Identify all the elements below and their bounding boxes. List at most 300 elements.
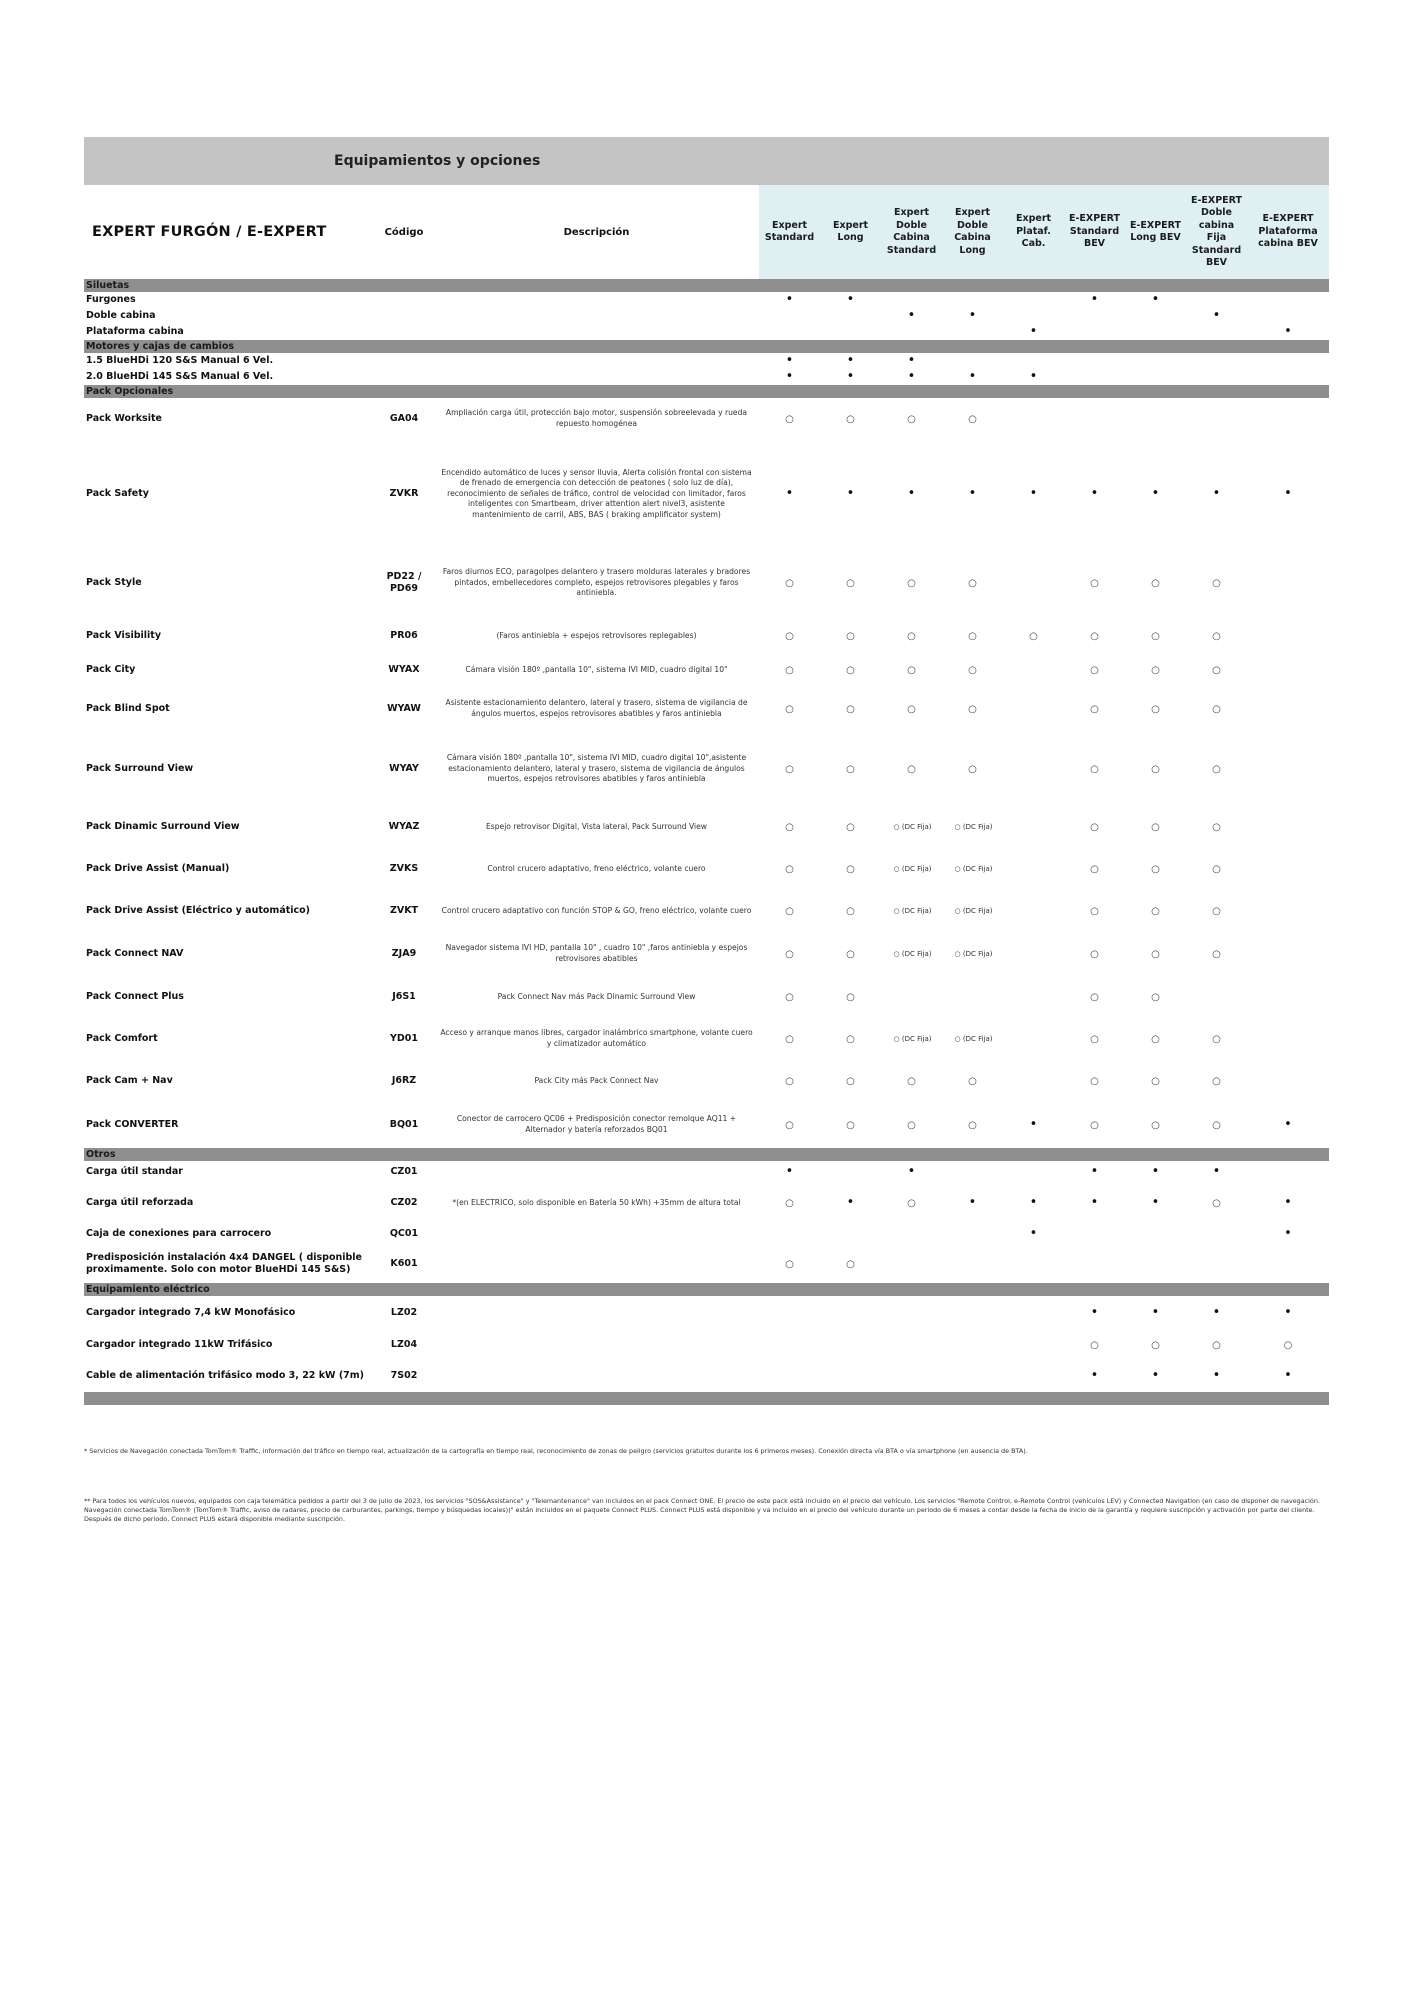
- availability-cell: [942, 1102, 1003, 1148]
- row-code: WYAW: [387, 703, 421, 714]
- availability-cell: [1247, 353, 1329, 369]
- optional-circle-icon: ○: [846, 1258, 855, 1270]
- availability-cell: [1064, 618, 1125, 654]
- optional-circle-icon: ○: [1090, 664, 1099, 676]
- section-title: Equipamiento eléctrico: [84, 1283, 1329, 1296]
- availability-cell: [881, 618, 942, 654]
- row-name: Pack Style: [86, 577, 142, 588]
- standard-dot-icon: •: [1212, 1367, 1221, 1383]
- optional-circle-icon: ○: [1212, 577, 1221, 589]
- row-description: (Faros antiniebla + espejos retrovisores replegables): [496, 630, 697, 640]
- row-name: Pack Worksite: [86, 413, 162, 424]
- availability-cell: [1125, 732, 1186, 806]
- table-row: [84, 806, 1329, 848]
- availability-cell: [759, 1330, 820, 1360]
- availability-cell: [1125, 440, 1186, 548]
- optional-circle-icon: ○: [1283, 1339, 1293, 1351]
- optional-circle-icon: ○: [846, 763, 855, 775]
- availability-cell: [820, 1060, 881, 1102]
- availability-cell: [759, 976, 820, 1018]
- section-title: Siluetas: [84, 279, 1329, 292]
- availability-cell: [1064, 932, 1125, 976]
- section-title: Otros: [84, 1148, 1329, 1161]
- availability-cell: [881, 1161, 942, 1183]
- standard-dot-icon: •: [1090, 1304, 1099, 1320]
- availability-cell: [1186, 976, 1247, 1018]
- availability-cell: [881, 353, 942, 369]
- optional-circle-icon: ○: [1212, 703, 1221, 715]
- availability-cell: [759, 1360, 820, 1392]
- availability-cell: [1003, 686, 1064, 732]
- availability-cell: [942, 548, 1003, 618]
- row-code: 7S02: [390, 1370, 418, 1381]
- availability-cell: [820, 1018, 881, 1060]
- description-header: Descripción: [563, 226, 630, 238]
- availability-cell: [942, 932, 1003, 976]
- variant-label: E-EXPERT Long BEV: [1129, 219, 1182, 243]
- row-code: PD22 / PD69: [386, 571, 422, 594]
- standard-dot-icon: •: [1151, 291, 1160, 307]
- title-bar: [84, 137, 1329, 185]
- availability-cell: [1186, 618, 1247, 654]
- availability-cell: [820, 848, 881, 890]
- availability-cell: [1125, 848, 1186, 890]
- availability-cell: [1064, 1360, 1125, 1392]
- optional-circle-icon: ○: [846, 577, 855, 589]
- row-name: Cargador integrado 7,4 kW Monofásico: [86, 1307, 296, 1318]
- availability-cell: [1247, 1245, 1329, 1283]
- section-header: [84, 279, 1329, 292]
- availability-cell: [820, 806, 881, 848]
- standard-dot-icon: •: [907, 307, 916, 323]
- availability-cell: [820, 1102, 881, 1148]
- row-code: ZVKT: [389, 905, 419, 916]
- row-description: [434, 1360, 759, 1392]
- availability-cell: [881, 1018, 942, 1060]
- optional-circle-icon: ○: [1151, 1119, 1160, 1131]
- availability-cell: [1125, 654, 1186, 686]
- table-row: [84, 686, 1329, 732]
- availability-cell: [820, 890, 881, 932]
- standard-dot-icon: •: [968, 368, 977, 384]
- availability-cell: [1125, 369, 1186, 385]
- availability-cell: [942, 1360, 1003, 1392]
- availability-cell: [1125, 1161, 1186, 1183]
- row-code: WYAY: [389, 763, 419, 774]
- availability-cell: [820, 932, 881, 976]
- availability-cell: [1064, 1102, 1125, 1148]
- availability-cell: [1003, 848, 1064, 890]
- optional-circle-icon: ○: [846, 1033, 855, 1045]
- row-name: Caja de conexiones para carrocero: [86, 1228, 272, 1239]
- availability-cell: [1247, 848, 1329, 890]
- optional-circle-icon: ○: [1090, 577, 1099, 589]
- availability-cell: [942, 1296, 1003, 1330]
- standard-dot-icon: •: [1151, 1194, 1160, 1210]
- availability-cell: [1125, 890, 1186, 932]
- row-description: [434, 324, 759, 340]
- table-row: [84, 654, 1329, 686]
- availability-cell: [1125, 1102, 1186, 1148]
- standard-dot-icon: •: [846, 291, 855, 307]
- optional-circle-icon: ○: [785, 413, 794, 425]
- availability-cell: [1003, 324, 1064, 340]
- availability-cell: [1186, 1360, 1247, 1392]
- row-name: Pack Blind Spot: [86, 703, 170, 714]
- standard-dot-icon: •: [1284, 323, 1292, 339]
- standard-dot-icon: •: [1029, 323, 1038, 339]
- availability-cell: [820, 1223, 881, 1245]
- optional-circle-icon: ○: [907, 664, 916, 676]
- availability-cell: [1064, 398, 1125, 440]
- row-name: Plataforma cabina: [86, 326, 184, 337]
- availability-cell: [759, 1060, 820, 1102]
- availability-cell: [942, 686, 1003, 732]
- table-row: [84, 1360, 1329, 1392]
- optional-circle-icon: ○: [968, 1075, 977, 1087]
- availability-cell: [1186, 1161, 1247, 1183]
- availability-cell: [759, 686, 820, 732]
- availability-cell: [820, 440, 881, 548]
- availability-cell: [1064, 548, 1125, 618]
- availability-cell: [881, 308, 942, 324]
- row-name: Pack Drive Assist (Eléctrico y automático): [86, 905, 311, 916]
- availability-cell: [1186, 890, 1247, 932]
- row-description: [434, 1245, 759, 1283]
- row-name: Predisposición instalación 4x4 DANGEL ( disponible proximamente. Solo con motor BlueHDi 145 S&S): [86, 1252, 363, 1275]
- availability-cell: [1125, 308, 1186, 324]
- standard-dot-icon: •: [1284, 1116, 1292, 1132]
- availability-cell: [942, 398, 1003, 440]
- availability-cell: [881, 976, 942, 1018]
- row-description: [434, 1161, 759, 1183]
- row-description: Cámara visión 180º ,pantalla 10", sistema IVI MID, cuadro digital 10": [465, 664, 728, 674]
- page-title: Equipamientos y opciones: [334, 153, 541, 169]
- availability-cell: [1247, 1330, 1329, 1360]
- optional-note: ○ (DC Fija): [893, 1035, 932, 1043]
- availability-cell: [942, 324, 1003, 340]
- availability-cell: [1125, 548, 1186, 618]
- availability-cell: [1003, 1330, 1064, 1360]
- availability-cell: [1186, 1060, 1247, 1102]
- availability-cell: [759, 1102, 820, 1148]
- optional-circle-icon: ○: [785, 630, 794, 642]
- variant-label: Expert Doble Cabina Long: [954, 207, 991, 256]
- availability-cell: [759, 1018, 820, 1060]
- availability-cell: [820, 1296, 881, 1330]
- standard-dot-icon: •: [785, 485, 794, 501]
- row-code: [374, 324, 434, 340]
- section-header: [84, 385, 1329, 398]
- optional-circle-icon: ○: [907, 577, 916, 589]
- standard-dot-icon: •: [1029, 1116, 1038, 1132]
- availability-cell: [1247, 618, 1329, 654]
- optional-circle-icon: ○: [785, 1075, 794, 1087]
- code-header: Código: [384, 226, 424, 238]
- availability-cell: [820, 548, 881, 618]
- availability-cell: [881, 732, 942, 806]
- optional-note: ○ (DC Fija): [954, 907, 993, 915]
- optional-circle-icon: ○: [907, 1197, 916, 1209]
- availability-cell: [881, 806, 942, 848]
- row-description: Faros diurnos ECO, paragolpes delantero y trasero molduras laterales y bradores pintados, embellecedores completo, espejos retrovisores plegables y faros antiniebla.: [442, 567, 751, 598]
- availability-cell: [1125, 686, 1186, 732]
- availability-cell: [942, 654, 1003, 686]
- optional-circle-icon: ○: [1151, 703, 1160, 715]
- optional-circle-icon: ○: [1212, 1339, 1221, 1351]
- availability-cell: [759, 398, 820, 440]
- optional-circle-icon: ○: [846, 991, 855, 1003]
- availability-cell: [1064, 1330, 1125, 1360]
- availability-cell: [942, 1223, 1003, 1245]
- optional-circle-icon: ○: [907, 763, 916, 775]
- availability-cell: [1186, 686, 1247, 732]
- optional-circle-icon: ○: [1090, 1119, 1099, 1131]
- row-description: Cámara visión 180º ,pantalla 10", sistema IVI MID, cuadro digital 10",asistente estacionamiento delantero, lateral y trasero, sistema de vigilancia de ángulos muertos, espejos retrovisores abatibles y faros antiniebla: [446, 753, 747, 784]
- row-code: J6RZ: [391, 1075, 417, 1086]
- row-code: ZVKR: [389, 488, 419, 499]
- standard-dot-icon: •: [1212, 307, 1221, 323]
- availability-cell: [1125, 1223, 1186, 1245]
- availability-cell: [881, 1296, 942, 1330]
- availability-cell: [820, 324, 881, 340]
- optional-circle-icon: ○: [1029, 630, 1038, 642]
- availability-cell: [1064, 369, 1125, 385]
- availability-cell: [1186, 398, 1247, 440]
- availability-cell: [1064, 1223, 1125, 1245]
- availability-cell: [942, 890, 1003, 932]
- standard-dot-icon: •: [1090, 1163, 1099, 1179]
- availability-cell: [1064, 890, 1125, 932]
- table-row: [84, 1183, 1329, 1223]
- optional-circle-icon: ○: [907, 1075, 916, 1087]
- availability-cell: [1125, 976, 1186, 1018]
- availability-cell: [1064, 654, 1125, 686]
- availability-cell: [1064, 440, 1125, 548]
- optional-circle-icon: ○: [1151, 630, 1160, 642]
- availability-cell: [1125, 1360, 1186, 1392]
- section-title: Pack Opcionales: [84, 385, 1329, 398]
- availability-cell: [1003, 1183, 1064, 1223]
- variant-label: E-EXPERT Plataforma cabina BEV: [1258, 213, 1318, 250]
- row-name: Pack Drive Assist (Manual): [86, 863, 230, 874]
- availability-cell: [881, 654, 942, 686]
- standard-dot-icon: •: [907, 368, 916, 384]
- availability-cell: [1003, 1102, 1064, 1148]
- availability-cell: [942, 440, 1003, 548]
- optional-circle-icon: ○: [1212, 630, 1221, 642]
- standard-dot-icon: •: [785, 291, 794, 307]
- standard-dot-icon: •: [907, 485, 916, 501]
- availability-cell: [1003, 1360, 1064, 1392]
- variant-header: [1064, 185, 1125, 279]
- availability-cell: [942, 1018, 1003, 1060]
- optional-circle-icon: ○: [846, 1119, 855, 1131]
- row-name: Pack Dinamic Surround View: [86, 821, 240, 832]
- availability-cell: [1003, 1223, 1064, 1245]
- availability-cell: [942, 618, 1003, 654]
- availability-cell: [1247, 1360, 1329, 1392]
- section-header: [84, 340, 1329, 353]
- table-row: [84, 440, 1329, 548]
- availability-cell: [1064, 353, 1125, 369]
- availability-cell: [1064, 1245, 1125, 1283]
- availability-cell: [1003, 398, 1064, 440]
- availability-cell: [1247, 732, 1329, 806]
- availability-cell: [942, 848, 1003, 890]
- availability-cell: [1186, 324, 1247, 340]
- availability-cell: [1186, 1223, 1247, 1245]
- equipment-table: [84, 185, 1329, 1392]
- availability-cell: [759, 1161, 820, 1183]
- row-code: J6S1: [392, 991, 416, 1002]
- standard-dot-icon: •: [968, 1194, 977, 1210]
- availability-cell: [942, 1330, 1003, 1360]
- optional-circle-icon: ○: [1090, 703, 1099, 715]
- optional-circle-icon: ○: [1212, 821, 1221, 833]
- availability-cell: [820, 686, 881, 732]
- optional-circle-icon: ○: [1090, 1033, 1099, 1045]
- optional-circle-icon: ○: [1090, 863, 1099, 875]
- optional-circle-icon: ○: [1151, 763, 1160, 775]
- standard-dot-icon: •: [846, 368, 855, 384]
- availability-cell: [1186, 1296, 1247, 1330]
- optional-note: ○ (DC Fija): [954, 823, 993, 831]
- optional-circle-icon: ○: [846, 703, 855, 715]
- availability-cell: [820, 1161, 881, 1183]
- availability-cell: [759, 1296, 820, 1330]
- optional-circle-icon: ○: [1212, 664, 1221, 676]
- table-row: [84, 1161, 1329, 1183]
- optional-circle-icon: ○: [1212, 1119, 1221, 1131]
- availability-cell: [1003, 1018, 1064, 1060]
- row-name: Pack Connect NAV: [86, 948, 184, 959]
- availability-cell: [881, 1060, 942, 1102]
- standard-dot-icon: •: [1151, 1163, 1160, 1179]
- section-header: [84, 1148, 1329, 1161]
- optional-circle-icon: ○: [785, 763, 794, 775]
- table-row: [84, 848, 1329, 890]
- availability-cell: [820, 1330, 881, 1360]
- variant-header: [759, 185, 820, 279]
- row-name: Pack Connect Plus: [86, 991, 184, 1002]
- availability-cell: [1186, 806, 1247, 848]
- availability-cell: [820, 1360, 881, 1392]
- row-description: *(en ELECTRICO, solo disponible en Batería 50 kWh) +35mm de altura total: [452, 1197, 741, 1207]
- row-code: GA04: [389, 413, 419, 424]
- optional-circle-icon: ○: [1090, 821, 1099, 833]
- optional-circle-icon: ○: [785, 703, 794, 715]
- availability-cell: [759, 890, 820, 932]
- optional-circle-icon: ○: [846, 948, 855, 960]
- availability-cell: [1247, 654, 1329, 686]
- availability-cell: [759, 848, 820, 890]
- optional-circle-icon: ○: [1090, 630, 1099, 642]
- availability-cell: [1003, 1245, 1064, 1283]
- availability-cell: [1064, 976, 1125, 1018]
- availability-cell: [881, 686, 942, 732]
- availability-cell: [1186, 548, 1247, 618]
- optional-circle-icon: ○: [846, 863, 855, 875]
- standard-dot-icon: •: [846, 352, 855, 368]
- row-code: [374, 369, 434, 385]
- row-code: [374, 308, 434, 324]
- table-row: [84, 1330, 1329, 1360]
- optional-circle-icon: ○: [846, 1075, 855, 1087]
- availability-cell: [1247, 548, 1329, 618]
- variant-label: E-EXPERT Doble cabina Fija Standard BEV: [1190, 194, 1243, 268]
- standard-dot-icon: •: [1284, 1194, 1292, 1210]
- optional-note: ○ (DC Fija): [954, 950, 993, 958]
- row-description: Control crucero adaptativo, freno eléctrico, volante cuero: [487, 863, 706, 873]
- availability-cell: [1186, 1183, 1247, 1223]
- standard-dot-icon: •: [1090, 1367, 1099, 1383]
- row-description: [434, 1296, 759, 1330]
- availability-cell: [1186, 932, 1247, 976]
- availability-cell: [1125, 292, 1186, 308]
- availability-cell: [1125, 1296, 1186, 1330]
- optional-note: ○ (DC Fija): [893, 865, 932, 873]
- row-code: YD01: [390, 1033, 418, 1044]
- row-description: Acceso y arranque manos libres, cargador inalámbrico smartphone, volante cuero y climatizador automático: [440, 1028, 753, 1048]
- optional-circle-icon: ○: [1151, 664, 1160, 676]
- standard-dot-icon: •: [1029, 368, 1038, 384]
- table-row: [84, 548, 1329, 618]
- availability-cell: [1064, 1161, 1125, 1183]
- row-name: Pack Safety: [86, 488, 149, 499]
- optional-circle-icon: ○: [785, 1033, 794, 1045]
- optional-circle-icon: ○: [1090, 763, 1099, 775]
- row-code: PR06: [390, 630, 418, 641]
- availability-cell: [1247, 1102, 1329, 1148]
- row-description: Encendido automático de luces y sensor lluvia, Alerta colisión frontal con sistema de frenado de emergencia con detección de peatones ( solo luz de día), reconocimiento de señales de tráfico, control de velocidad con limitador, faros inteligentes con Smartbeam, driver attention alert nivel3, asistente mantenimiento de carril, ABS, BAS ( braking amplificator system): [441, 467, 752, 519]
- optional-note: ○ (DC Fija): [893, 823, 932, 831]
- table-row: [84, 890, 1329, 932]
- optional-circle-icon: ○: [968, 703, 977, 715]
- variant-header: [942, 185, 1003, 279]
- availability-cell: [942, 292, 1003, 308]
- optional-circle-icon: ○: [1151, 991, 1160, 1003]
- footnote-2: ** Para todos los vehículos nuevos, equipados con caja telemática pedidos a partir del 3 de julio de 2023, los servicios "SOS&Assistance" y "Telemantenance" van incluidos en el pack Connect ONE. El precio de este pack está incluido en el precio del vehículo. Los servicios "Remote Control, e-Remote Control (vehículos LEV) y Connected Navigation (en caso de disponer de navegación. Navegación conectada TomTom® (TomTom® Traffic, aviso de radares, precio de carburantes, parkings, tiempo y búsquedas locales))" están incluidos en el paquete Connect PLUS. Connect PLUS está disponible y va incluido en el precio del vehículo durante un periodo de 6 meses a contar desde la fecha de inicio de la garantía y requiere suscripción y activación por parte del cliente. Después de dicho periodo, Connect PLUS estará disponible mediante suscripción.: [84, 1497, 1320, 1523]
- availability-cell: [1064, 292, 1125, 308]
- optional-note: ○ (DC Fija): [954, 865, 993, 873]
- availability-cell: [1186, 654, 1247, 686]
- availability-cell: [759, 618, 820, 654]
- row-description: [434, 353, 759, 369]
- table-row: [84, 1060, 1329, 1102]
- row-description: Conector de carrocero QC06 + Predisposición conector remolque AQ11 + Alternador y batería reforzados BQ01: [456, 1114, 737, 1134]
- optional-note: ○ (DC Fija): [954, 1035, 993, 1043]
- availability-cell: [759, 1183, 820, 1223]
- availability-cell: [942, 1245, 1003, 1283]
- availability-cell: [1064, 1296, 1125, 1330]
- optional-circle-icon: ○: [907, 1119, 916, 1131]
- availability-cell: [1186, 848, 1247, 890]
- availability-cell: [1125, 324, 1186, 340]
- availability-cell: [1064, 1060, 1125, 1102]
- row-code: WYAZ: [388, 821, 420, 832]
- availability-cell: [1125, 1245, 1186, 1283]
- optional-circle-icon: ○: [785, 821, 794, 833]
- table-row: [84, 369, 1329, 385]
- optional-circle-icon: ○: [1212, 1197, 1221, 1209]
- availability-cell: [1247, 976, 1329, 1018]
- variant-header: [820, 185, 881, 279]
- row-description: Pack Connect Nav más Pack Dinamic Surround View: [497, 991, 696, 1001]
- row-code: WYAX: [388, 664, 420, 675]
- row-code: LZ04: [390, 1339, 418, 1350]
- availability-cell: [1064, 848, 1125, 890]
